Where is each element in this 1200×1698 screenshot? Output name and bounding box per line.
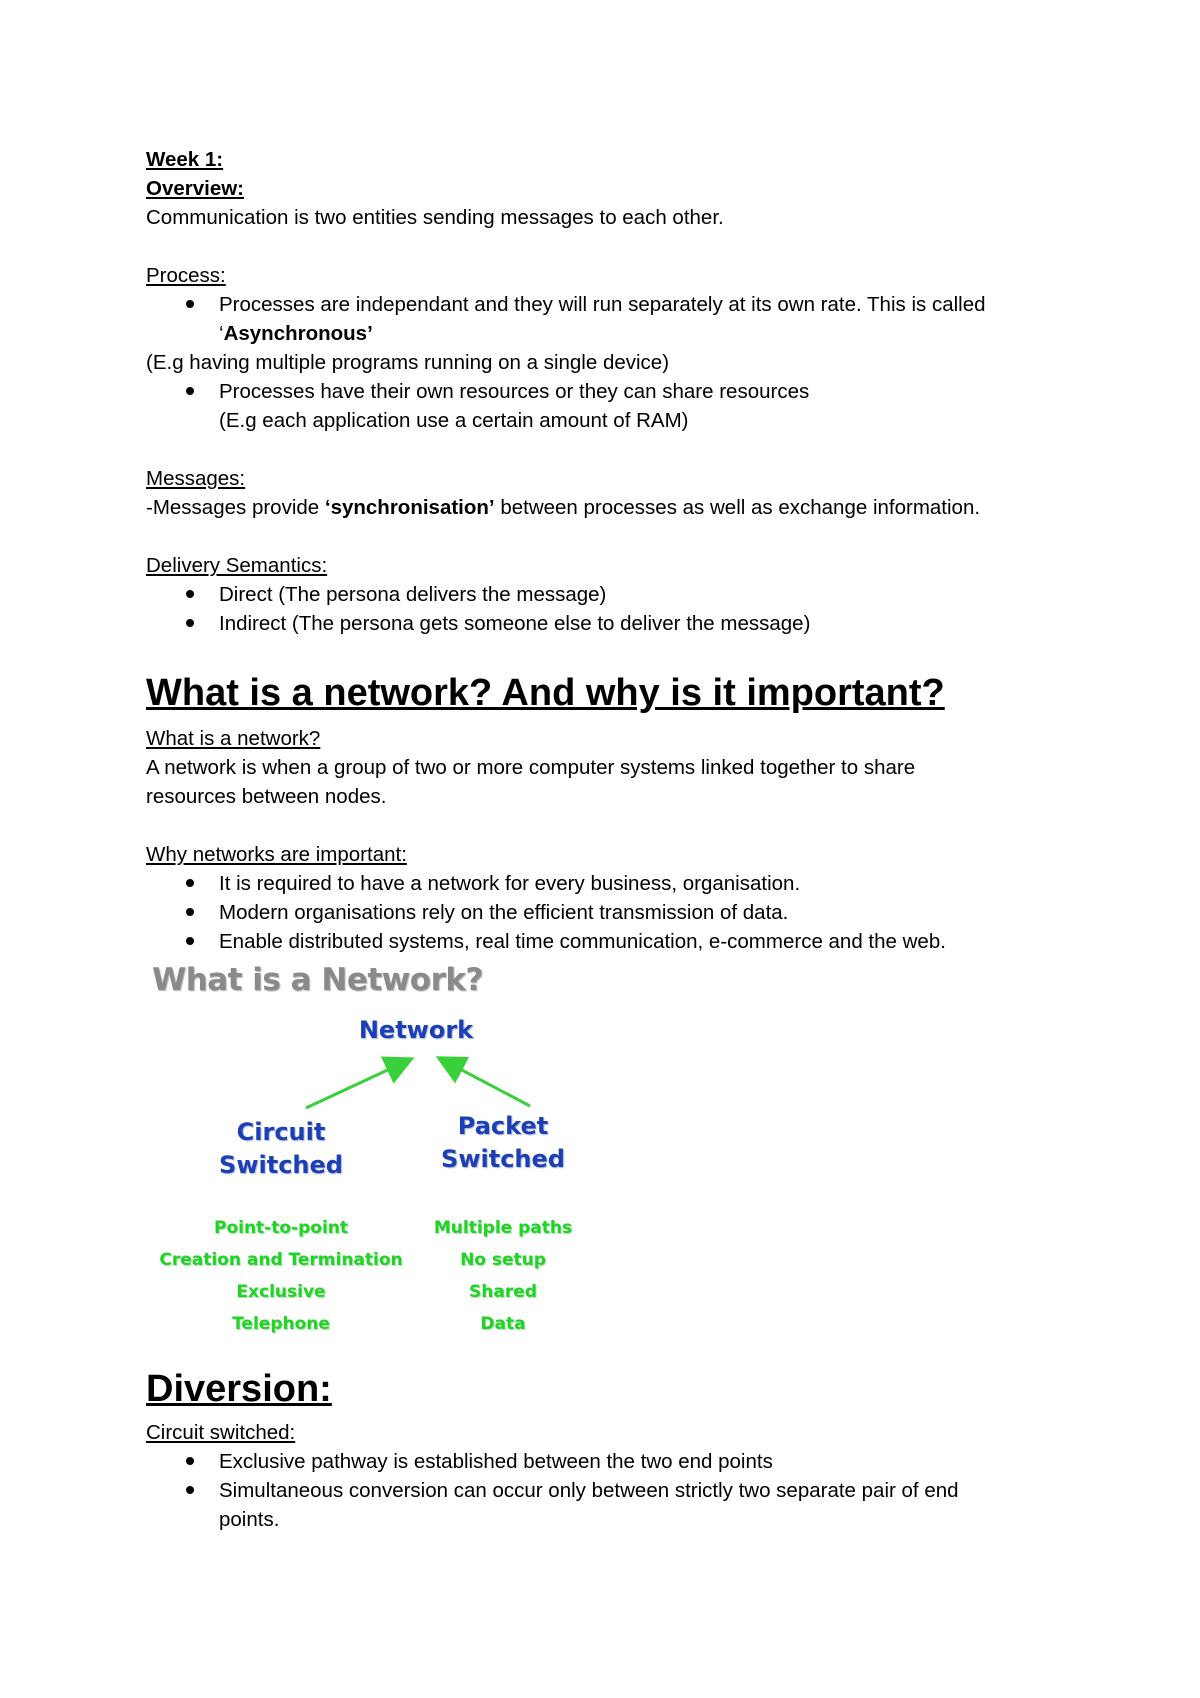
process-example-1: (E.g having multiple programs running on a single device) — [146, 351, 670, 374]
circuit-label-line-1: Circuit — [236, 1118, 326, 1146]
network-types-diagram — [146, 962, 666, 1352]
bullet-dot-icon — [186, 1486, 194, 1494]
packet-switched-label — [408, 1110, 598, 1176]
bullet-dot-icon — [186, 908, 194, 916]
bullet-dot-icon — [186, 1457, 194, 1465]
network-section-title: What is a network? And why is it important? — [146, 672, 945, 714]
delivery-heading: Delivery Semantics: — [146, 554, 328, 577]
overview-text: Communication is two entities sending messages to each other. — [146, 206, 724, 229]
circuit-switched-label — [186, 1116, 376, 1182]
bullet-dot-icon — [186, 619, 194, 627]
overview-heading: Overview: — [146, 177, 244, 200]
circuit-item-text: Exclusive pathway is established between the two end points — [219, 1450, 773, 1473]
diagram-title: What is a Network? — [152, 962, 483, 998]
circuit-property: Point-to-point — [213, 1218, 349, 1238]
process-bullet-2-continuation: (E.g each application use a certain amount of RAM) — [219, 409, 689, 432]
what-network-text-1: A network is when a group of two or more computer systems linked together to share — [146, 756, 916, 779]
bullet-dot-icon — [186, 590, 194, 598]
why-item-text: It is required to have a network for every business, organisation. — [219, 872, 801, 895]
circuit-switched-heading: Circuit switched: — [146, 1421, 296, 1444]
process-heading: Process: — [146, 264, 226, 287]
process-bullet-1-text: Processes are independant and they will run separately at its own rate. This is called — [219, 293, 986, 316]
why-item-text: Enable distributed systems, real time communication, e-commerce and the web. — [219, 930, 946, 953]
circuit-item-continuation: points. — [219, 1508, 280, 1531]
what-network-text-2: resources between nodes. — [146, 785, 387, 808]
messages-prefix: -Messages provide — [146, 496, 325, 519]
messages-text — [146, 493, 980, 522]
arrow-circuit-to-network — [306, 1060, 409, 1108]
why-networks-heading: Why networks are important: — [146, 843, 407, 866]
why-item-text: Modern organisations rely on the efficient transmission of data. — [219, 901, 789, 924]
what-network-heading: What is a network? — [146, 727, 321, 750]
packet-property: Data — [480, 1314, 526, 1334]
packet-label-line-1: Packet — [457, 1112, 549, 1140]
packet-property: Multiple paths — [433, 1218, 573, 1238]
bullet-dot-icon — [186, 300, 194, 308]
delivery-item-text: Indirect (The persona gets someone else to deliver the message) — [219, 612, 811, 635]
packet-properties — [408, 1212, 598, 1340]
week-heading: Week 1: — [146, 148, 224, 171]
asynchronous-term: Asynchronous’ — [223, 322, 373, 345]
network-node: Network — [358, 1016, 474, 1044]
bullet-dot-icon — [186, 879, 194, 887]
circuit-item-text: Simultaneous conversion can occur only between strictly two separate pair of end — [219, 1479, 959, 1502]
process-bullet-1-continuation — [219, 319, 373, 348]
circuit-property: Creation and Termination — [159, 1250, 403, 1270]
circuit-properties — [156, 1212, 406, 1340]
process-bullet-2-text: Processes have their own resources or they can share resources — [219, 380, 810, 403]
circuit-property: Exclusive — [236, 1282, 326, 1302]
messages-heading: Messages: — [146, 467, 246, 490]
packet-property: No setup — [460, 1250, 546, 1270]
circuit-label-line-2: Switched — [219, 1151, 343, 1179]
circuit-property: Telephone — [232, 1314, 330, 1334]
messages-suffix: between processes as well as exchange information. — [494, 496, 981, 519]
bullet-dot-icon — [186, 387, 194, 395]
packet-property: Shared — [469, 1282, 537, 1302]
quote-mark: ‘ — [219, 322, 224, 345]
diversion-title: Diversion: — [146, 1368, 332, 1410]
delivery-item-text: Direct (The persona delivers the message) — [219, 583, 607, 606]
arrow-packet-to-network — [441, 1059, 530, 1106]
synchronisation-term: ‘synchronisation’ — [324, 496, 495, 519]
bullet-dot-icon — [186, 937, 194, 945]
packet-label-line-2: Switched — [441, 1145, 565, 1173]
